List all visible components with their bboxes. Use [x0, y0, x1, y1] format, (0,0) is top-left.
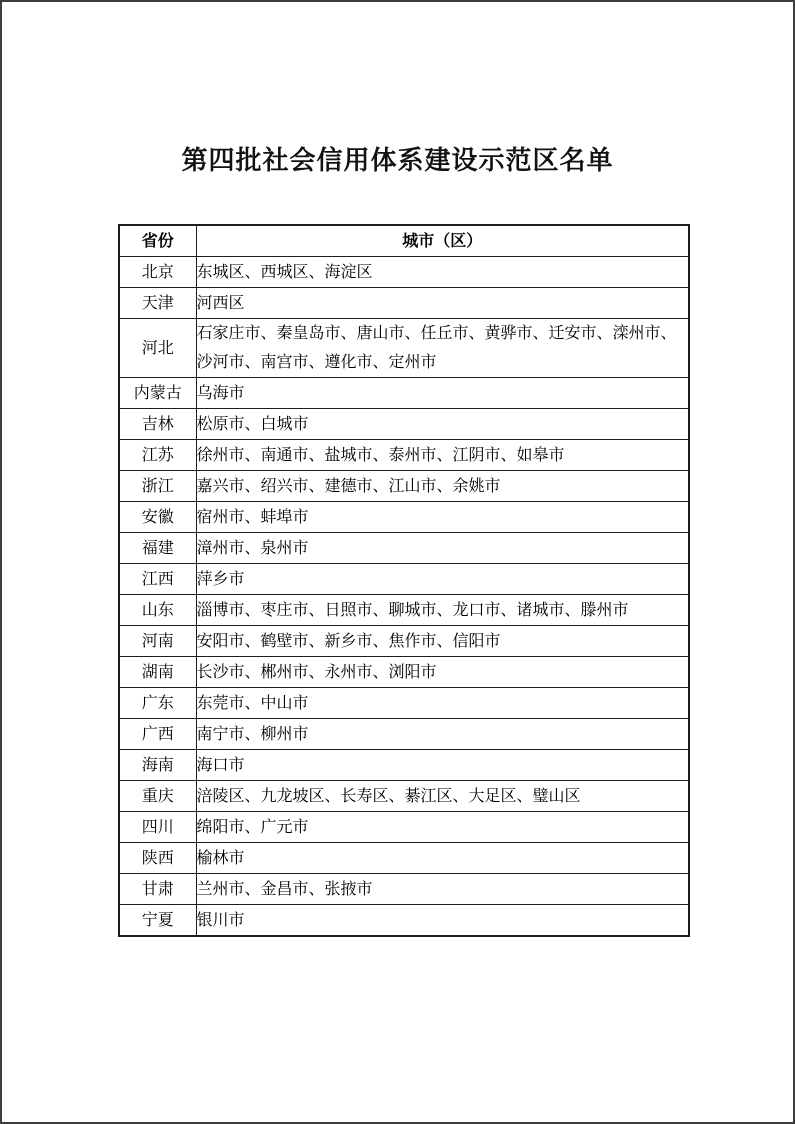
- cities-cell: 漳州市、泉州市: [196, 533, 689, 564]
- province-cell: 四川: [119, 812, 196, 843]
- cities-cell: 海口市: [196, 750, 689, 781]
- province-cell: 山东: [119, 595, 196, 626]
- province-cell: 重庆: [119, 781, 196, 812]
- province-cell: 甘肃: [119, 874, 196, 905]
- table-row: [119, 288, 689, 319]
- page-title: 第四批社会信用体系建设示范区名单: [181, 145, 614, 175]
- province-cell: 河北: [119, 319, 196, 378]
- province-cell: 海南: [119, 750, 196, 781]
- province-cell: 江苏: [119, 440, 196, 471]
- cities-cell: 萍乡市: [196, 564, 689, 595]
- province-cell: 河南: [119, 626, 196, 657]
- column-header-cities: 城市（区）: [196, 225, 689, 257]
- table-row: [119, 843, 689, 874]
- table-row: [119, 750, 689, 781]
- cities-cell: 东城区、西城区、海淀区: [196, 257, 689, 288]
- province-cell: 北京: [119, 257, 196, 288]
- cities-cell: 松原市、白城市: [196, 409, 689, 440]
- province-cell: 宁夏: [119, 905, 196, 937]
- cities-cell: 淄博市、枣庄市、日照市、聊城市、龙口市、诸城市、滕州市: [196, 595, 689, 626]
- table-row: [119, 257, 689, 288]
- province-cell: 福建: [119, 533, 196, 564]
- table-row: [119, 502, 689, 533]
- cities-cell: 宿州市、蚌埠市: [196, 502, 689, 533]
- table-row: [119, 874, 689, 905]
- province-cell: 浙江: [119, 471, 196, 502]
- table-row: [119, 626, 689, 657]
- cities-cell: 河西区: [196, 288, 689, 319]
- province-cell: 吉林: [119, 409, 196, 440]
- province-cell: 天津: [119, 288, 196, 319]
- table-header-row: [119, 225, 689, 257]
- table-row: [119, 719, 689, 750]
- demonstration-zones-table: [118, 224, 690, 937]
- column-header-province: 省份: [119, 225, 196, 257]
- table-row: [119, 440, 689, 471]
- cities-cell: 涪陵区、九龙坡区、长寿区、綦江区、大足区、璧山区: [196, 781, 689, 812]
- cities-cell: 绵阳市、广元市: [196, 812, 689, 843]
- table-row: [119, 905, 689, 937]
- table-row: [119, 812, 689, 843]
- cities-cell: 南宁市、柳州市: [196, 719, 689, 750]
- table-row: [119, 409, 689, 440]
- cities-cell: 东莞市、中山市: [196, 688, 689, 719]
- province-cell: 内蒙古: [119, 378, 196, 409]
- table-row: [119, 378, 689, 409]
- table-row: [119, 657, 689, 688]
- province-cell: 广西: [119, 719, 196, 750]
- table-row: [119, 319, 689, 378]
- province-cell: 安徽: [119, 502, 196, 533]
- cities-cell: 安阳市、鹤壁市、新乡市、焦作市、信阳市: [196, 626, 689, 657]
- cities-cell: 徐州市、南通市、盐城市、泰州市、江阴市、如皋市: [196, 440, 689, 471]
- province-cell: 江西: [119, 564, 196, 595]
- table-row: [119, 564, 689, 595]
- cities-cell: 乌海市: [196, 378, 689, 409]
- table-body: [119, 257, 689, 937]
- cities-cell: 榆林市: [196, 843, 689, 874]
- cities-cell: 石家庄市、秦皇岛市、唐山市、任丘市、黄骅市、迁安市、滦州市、沙河市、南宫市、遵化市、定州市: [196, 319, 689, 378]
- cities-cell: 兰州市、金昌市、张掖市: [196, 874, 689, 905]
- cities-cell: 长沙市、郴州市、永州市、浏阳市: [196, 657, 689, 688]
- province-cell: 广东: [119, 688, 196, 719]
- table-row: [119, 533, 689, 564]
- table-row: [119, 595, 689, 626]
- table-row: [119, 688, 689, 719]
- cities-cell: 银川市: [196, 905, 689, 937]
- province-cell: 湖南: [119, 657, 196, 688]
- province-cell: 陕西: [119, 843, 196, 874]
- table-row: [119, 781, 689, 812]
- cities-cell: 嘉兴市、绍兴市、建德市、江山市、余姚市: [196, 471, 689, 502]
- table-row: [119, 471, 689, 502]
